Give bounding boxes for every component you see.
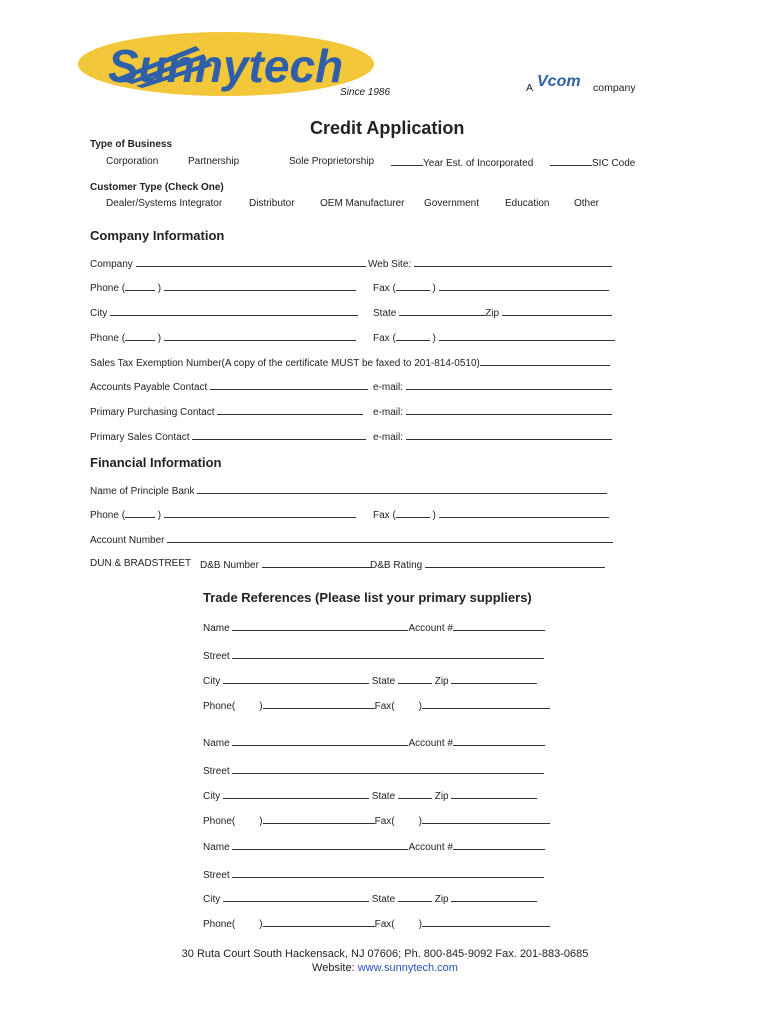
website-field[interactable]: Web Site: <box>368 257 612 270</box>
type-of-business-heading: Type of Business <box>90 139 173 150</box>
since-text: Since 1986 <box>340 87 391 98</box>
ref2-street-field[interactable]: Street <box>203 764 544 777</box>
option-oem[interactable]: OEM Manufacturer <box>320 198 405 209</box>
sales-contact-field[interactable]: Primary Sales Contact <box>90 430 366 443</box>
website-link[interactable]: www.sunnytech.com <box>357 962 458 974</box>
page-title: Credit Application <box>310 118 465 138</box>
company-phone2-field[interactable]: Phone ( ) <box>90 331 356 344</box>
company-fax-field[interactable]: Fax ( ) <box>373 281 609 294</box>
financial-info-heading: Financial Information <box>90 455 222 470</box>
dnb-rating-field[interactable]: D&B Rating <box>370 558 605 571</box>
ap-contact-field[interactable]: Accounts Payable Contact <box>90 380 368 393</box>
option-partnership[interactable]: Partnership <box>188 156 240 167</box>
purchasing-contact-field[interactable]: Primary Purchasing Contact <box>90 405 363 418</box>
bank-field[interactable]: Name of Principle Bank <box>90 484 607 497</box>
ref1-city-field[interactable]: City State Zip <box>203 674 537 687</box>
option-corporation[interactable]: Corporation <box>106 156 159 167</box>
option-sole-proprietorship[interactable]: Sole Proprietorship <box>289 156 375 167</box>
option-distributor[interactable]: Distributor <box>249 198 295 209</box>
logo-text: Sunnytech <box>108 40 344 92</box>
ref3-city-field[interactable]: City State Zip <box>203 892 537 905</box>
parent-suffix: company <box>593 82 636 94</box>
parent-prefix: A <box>526 82 534 94</box>
bank-phone-field[interactable]: Phone ( ) <box>90 508 356 521</box>
customer-type-heading: Customer Type (Check One) <box>90 182 224 193</box>
ap-email-field[interactable]: e-mail: <box>373 380 612 393</box>
ref1-name-field[interactable]: Name Account # <box>203 621 545 634</box>
tax-exemption-field[interactable]: Sales Tax Exemption Number(A copy of the certificate MUST be faxed to 201-814-0510) <box>90 356 610 369</box>
trade-refs-heading: Trade References (Please list your primary suppliers) <box>203 590 532 605</box>
footer-website: Website: www.sunnytech.com <box>312 962 458 974</box>
ref3-phone-field[interactable]: Phone( ) Fax( ) <box>203 917 550 930</box>
sic-code-field[interactable]: SIC Code <box>550 156 635 169</box>
ref3-street-field[interactable]: Street <box>203 868 544 881</box>
option-other[interactable]: Other <box>574 198 600 209</box>
ref2-city-field[interactable]: City State Zip <box>203 789 537 802</box>
dnb-label: DUN & BRADSTREET <box>90 558 192 569</box>
bank-fax-field[interactable]: Fax ( ) <box>373 508 609 521</box>
option-education[interactable]: Education <box>505 198 550 209</box>
year-est-field[interactable]: Year Est. of Incorporated <box>391 156 533 169</box>
company-info-heading: Company Information <box>90 228 225 243</box>
account-number-field[interactable]: Account Number <box>90 533 613 546</box>
purchasing-email-field[interactable]: e-mail: <box>373 405 612 418</box>
company-fax2-field[interactable]: Fax ( ) <box>373 331 615 344</box>
dnb-number-field[interactable]: D&B Number <box>200 558 372 571</box>
sales-email-field[interactable]: e-mail: <box>373 430 612 443</box>
ref2-phone-field[interactable]: Phone( ) Fax( ) <box>203 814 550 827</box>
footer-address: 30 Ruta Court South Hackensack, NJ 07606; Ph. 800-845-9092 Fax. 201-883-0685 <box>181 948 589 960</box>
ref1-phone-field[interactable]: Phone( ) Fax( ) <box>203 699 550 712</box>
company-phone-field[interactable]: Phone ( ) <box>90 281 356 294</box>
ref1-street-field[interactable]: Street <box>203 649 544 662</box>
company-city-field[interactable]: City <box>90 306 358 319</box>
company-state-field[interactable]: State Zip <box>373 306 612 319</box>
option-dealer[interactable]: Dealer/Systems Integrator <box>106 198 223 209</box>
option-government[interactable]: Government <box>424 198 480 209</box>
ref3-name-field[interactable]: Name Account # <box>203 840 545 853</box>
company-field[interactable]: Company <box>90 257 366 270</box>
ref2-name-field[interactable]: Name Account # <box>203 736 545 749</box>
vcom-logo: Vcom <box>537 73 581 90</box>
